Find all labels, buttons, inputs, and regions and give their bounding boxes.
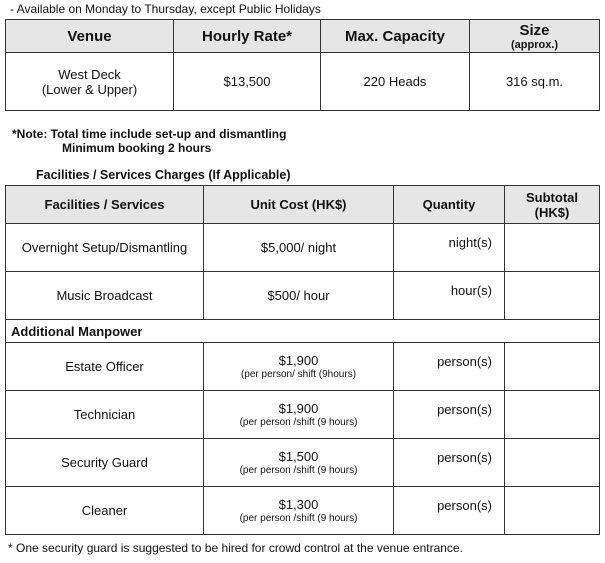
manpower-section-label: Additional Manpower — [6, 320, 600, 343]
unit-cost-value: $1,300 — [278, 497, 319, 512]
size-header-label: Size — [519, 21, 550, 39]
subtotal-cell[interactable] — [505, 487, 600, 535]
manpower-name: Security Guard — [6, 439, 204, 487]
facility-name: Music Broadcast — [6, 272, 204, 320]
venue-name-line1: West Deck — [58, 66, 121, 82]
facilities-table — [5, 185, 600, 535]
quantity-cell[interactable] — [394, 224, 505, 272]
capacity-value: 220 Heads — [321, 53, 470, 111]
unit-cost: $500/ hour — [204, 272, 394, 320]
manpower-name: Cleaner — [6, 487, 204, 535]
table-row — [6, 343, 600, 391]
note-line-2: Minimum booking 2 hours — [62, 141, 212, 155]
subtotal-cell[interactable] — [505, 439, 600, 487]
facility-header: Facilities / Services — [6, 186, 204, 224]
venue-name-line2: (Lower & Upper) — [41, 81, 138, 97]
quantity-header: Quantity — [394, 186, 505, 224]
quantity-unit: person(s) — [437, 402, 492, 417]
subtotal-header-label: Subtotal — [526, 189, 578, 205]
table-row — [6, 487, 600, 535]
subtotal-header — [505, 186, 600, 224]
table-row — [6, 272, 600, 320]
manpower-name: Technician — [6, 391, 204, 439]
availability-text: - Available on Monday to Thursday, except Public Holidays — [10, 2, 321, 16]
quantity-cell[interactable] — [394, 343, 505, 391]
hourly-rate-value: $13,500 — [174, 53, 321, 111]
quantity-unit: person(s) — [437, 354, 492, 369]
facility-name: Overnight Setup/Dismantling — [6, 224, 204, 272]
booking-note — [12, 127, 286, 155]
quantity-cell[interactable] — [394, 487, 505, 535]
size-value: 316 sq.m. — [470, 53, 600, 111]
quantity-unit: hour(s) — [450, 283, 492, 298]
manpower-name: Estate Officer — [6, 343, 204, 391]
subtotal-cell[interactable] — [505, 343, 600, 391]
venue-name — [6, 53, 174, 111]
quantity-cell[interactable] — [394, 439, 505, 487]
unit-cost-value: $1,900 — [278, 401, 319, 416]
unit-cost-value: $1,900 — [278, 353, 319, 368]
unit-cost-basis: (per person /shift (9 hours) — [239, 465, 358, 476]
unit-cost — [204, 343, 394, 391]
facilities-title: Facilities / Services Charges (If Applicable) — [36, 168, 291, 182]
subtotal-header-sub: (HK$) — [534, 204, 570, 220]
unit-cost-value: $1,500 — [278, 449, 319, 464]
quantity-unit: person(s) — [437, 450, 492, 465]
hourly-rate-header: Hourly Rate* — [174, 20, 321, 53]
venue-header-row — [6, 20, 600, 53]
manpower-section-row — [6, 320, 600, 343]
security-footnote: * One security guard is suggested to be hired for crowd control at the venue entrance. — [8, 541, 463, 555]
unit-cost-basis: (per person/ shift (9hours) — [240, 369, 357, 380]
unit-cost — [204, 391, 394, 439]
unit-cost-basis: (per person /shift (9 hours) — [239, 513, 358, 524]
quantity-cell[interactable] — [394, 391, 505, 439]
venue-row — [6, 53, 600, 111]
quantity-unit: night(s) — [448, 235, 492, 250]
unit-cost — [204, 439, 394, 487]
unit-cost: $5,000/ night — [204, 224, 394, 272]
table-row — [6, 439, 600, 487]
table-row — [6, 391, 600, 439]
unit-cost — [204, 487, 394, 535]
subtotal-cell[interactable] — [505, 391, 600, 439]
size-header — [470, 20, 600, 53]
facilities-header-row — [6, 186, 600, 224]
venue-header: Venue — [6, 20, 174, 53]
quantity-cell[interactable] — [394, 272, 505, 320]
size-header-sub: (approx.) — [510, 38, 559, 51]
unit-cost-header: Unit Cost (HK$) — [204, 186, 394, 224]
table-row — [6, 224, 600, 272]
unit-cost-basis: (per person /shift (9 hours) — [239, 417, 358, 428]
subtotal-cell[interactable] — [505, 224, 600, 272]
note-line-1: *Note: Total time include set-up and dismantling — [12, 127, 287, 141]
capacity-header: Max. Capacity — [321, 20, 470, 53]
venue-rate-table — [5, 19, 600, 111]
quantity-unit: person(s) — [437, 498, 492, 513]
subtotal-cell[interactable] — [505, 272, 600, 320]
